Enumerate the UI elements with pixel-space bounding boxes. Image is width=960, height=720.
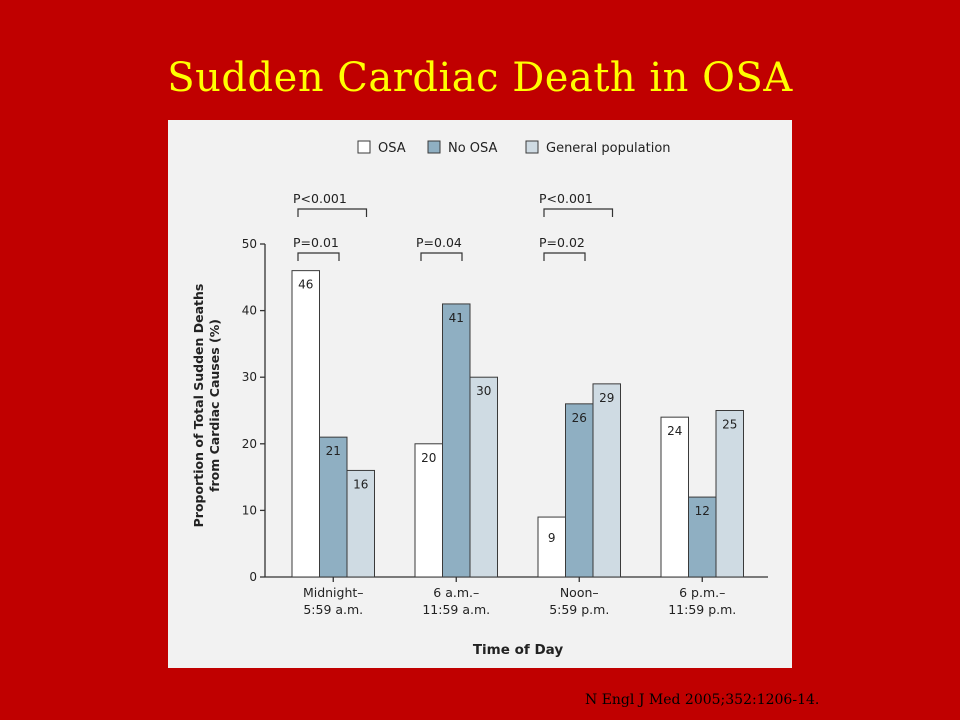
bar-osa — [661, 417, 689, 577]
y-tick-label: 50 — [241, 237, 257, 251]
legend-swatch-osa — [358, 141, 370, 153]
bar-no-osa — [566, 404, 594, 577]
p-value-label: P=0.02 — [539, 235, 585, 250]
bar-value-label: 30 — [476, 384, 492, 399]
bar-osa — [538, 517, 566, 577]
bar-general-population — [470, 377, 498, 577]
y-tick-label: 10 — [241, 503, 257, 518]
y-axis-label-line1: Proportion of Total Sudden Deaths — [191, 283, 206, 528]
x-tick-label-line1: Noon– — [559, 585, 599, 600]
significance-bracket — [298, 209, 367, 217]
bar-general-population — [716, 411, 744, 578]
p-value-label: P<0.001 — [539, 191, 593, 206]
legend-swatch-no-osa — [428, 141, 440, 153]
legend-swatch-general-population — [526, 141, 538, 153]
y-tick-label: 30 — [241, 370, 257, 385]
slide-title: Sudden Cardiac Death in OSA — [167, 55, 793, 101]
bar-value-label: 41 — [448, 310, 464, 325]
bar-value-label: 21 — [325, 444, 341, 459]
y-axis-label-line2: from Cardiac Causes (%) — [207, 319, 222, 492]
bar-value-label: 25 — [722, 417, 738, 432]
x-tick-label-line1: 6 a.m.– — [433, 585, 480, 600]
bar-osa — [292, 271, 320, 577]
citation: N Engl J Med 2005;352:1206-14. — [585, 692, 820, 708]
p-value-label: P<0.001 — [293, 191, 347, 206]
bar-value-label: 26 — [571, 410, 587, 425]
x-tick-label-line2: 11:59 p.m. — [668, 602, 737, 617]
bar-value-label: 20 — [421, 450, 437, 465]
bar-general-population — [593, 384, 621, 577]
x-axis-label: Time of Day — [472, 642, 564, 658]
chart-panel — [168, 120, 792, 668]
x-tick-label-line2: 5:59 p.m. — [549, 602, 610, 617]
x-tick-label-line1: 6 p.m.– — [679, 585, 726, 600]
p-value-label: P=0.01 — [293, 235, 339, 250]
significance-bracket — [298, 253, 339, 261]
significance-bracket — [544, 209, 613, 217]
bar-chart — [168, 120, 792, 668]
x-tick-label-line1: Midnight– — [302, 585, 364, 600]
significance-bracket — [421, 253, 462, 261]
bar-value-label: 46 — [298, 277, 314, 292]
bar-value-label: 9 — [547, 531, 556, 545]
y-tick-label: 40 — [241, 303, 257, 318]
x-tick-label-line2: 5:59 a.m. — [303, 602, 364, 617]
legend-label: No OSA — [448, 141, 498, 156]
bar-no-osa — [443, 304, 471, 577]
legend-label: OSA — [378, 141, 406, 156]
y-tick-label: 20 — [241, 436, 257, 451]
x-tick-label-line2: 11:59 a.m. — [422, 602, 491, 617]
significance-bracket — [544, 253, 585, 261]
y-tick-label: 0 — [249, 570, 257, 584]
bar-value-label: 16 — [353, 477, 369, 492]
bar-value-label: 24 — [667, 424, 683, 439]
p-value-label: P=0.04 — [416, 235, 462, 250]
bar-value-label: 29 — [599, 390, 615, 405]
bar-value-label: 12 — [694, 504, 710, 519]
legend-label: General population — [546, 141, 671, 156]
